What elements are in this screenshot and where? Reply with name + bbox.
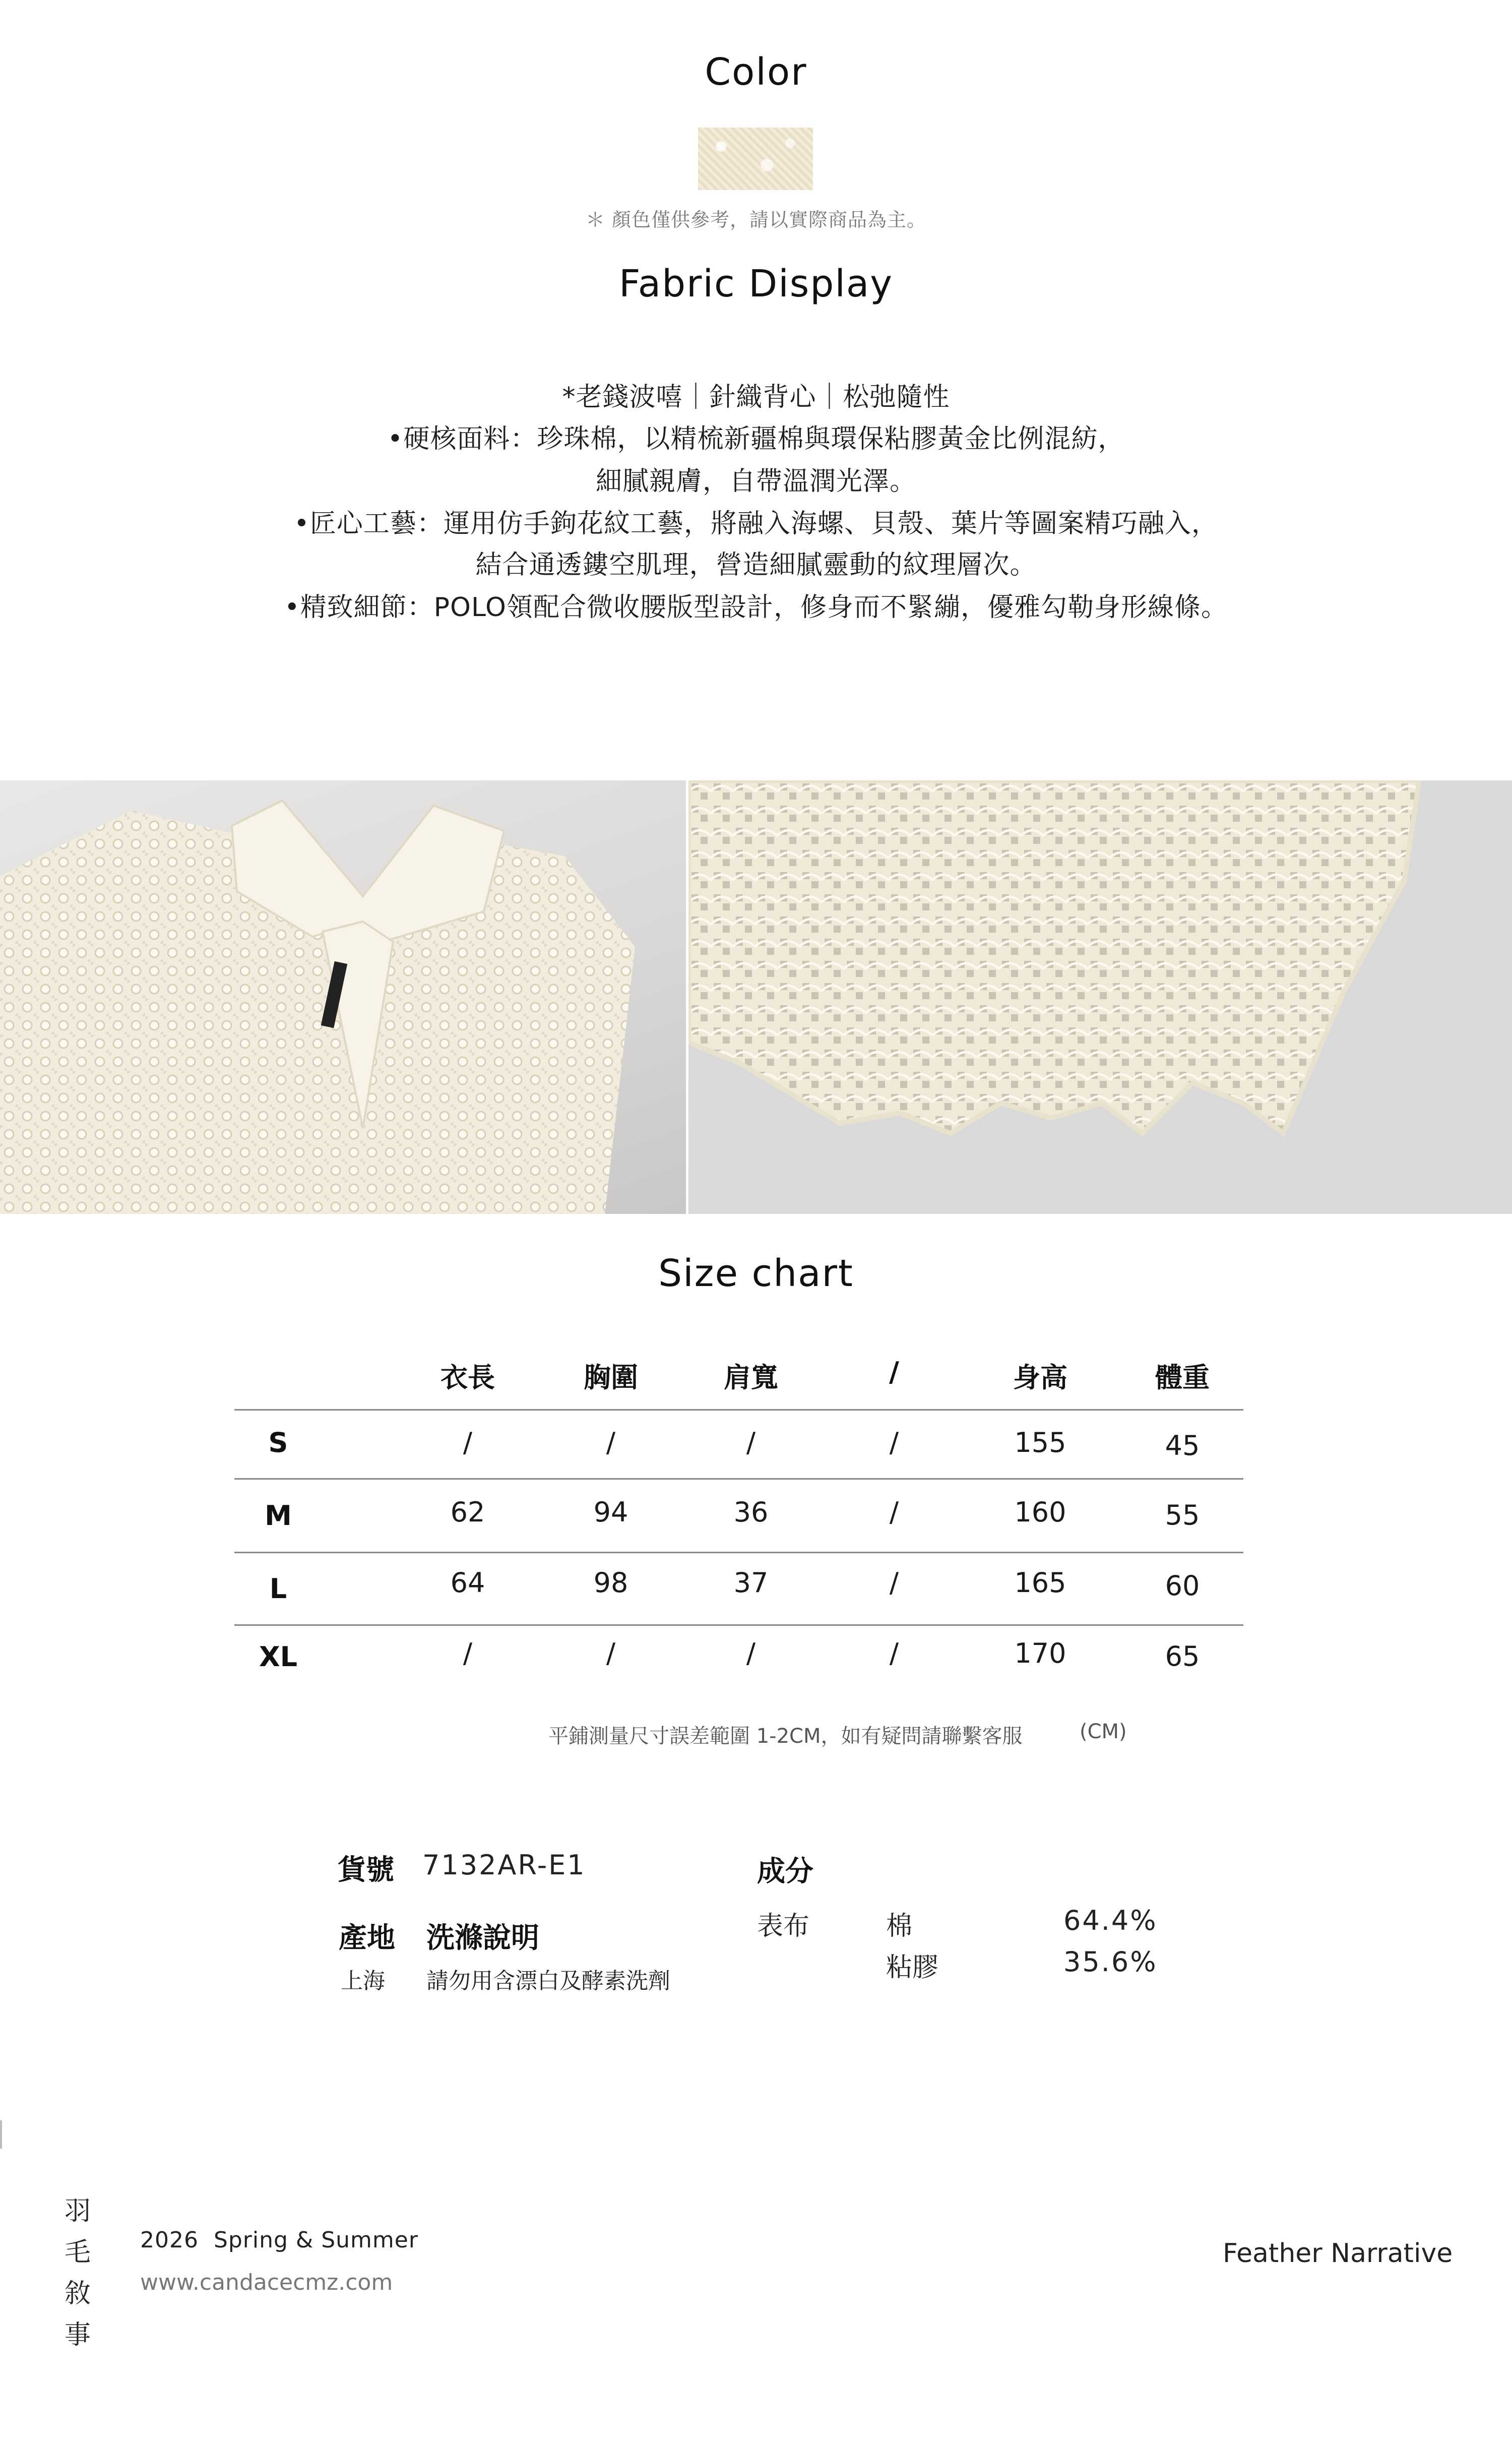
size-header: / — [889, 1356, 899, 1388]
table-cell: / — [889, 1567, 899, 1599]
table-cell: / — [746, 1427, 756, 1458]
table-cell: 170 — [1014, 1637, 1066, 1669]
wash-instructions: 請勿用含漂白及酵素洗劑 — [426, 1968, 670, 1994]
table-cell: 64 — [450, 1567, 485, 1599]
table-cell: 160 — [1014, 1496, 1066, 1528]
material-name: 棉 — [886, 1911, 913, 1941]
brand-char: 敘 — [64, 2279, 91, 2309]
table-cell: / — [463, 1637, 473, 1669]
table-cell: 165 — [1014, 1567, 1066, 1599]
fabric-desc-line: 結合通透鏤空肌理，營造細膩靈動的紋理層次。 — [475, 550, 1037, 580]
brand-char: 羽 — [64, 2196, 91, 2226]
item-no: 7132AR-E1 — [422, 1849, 586, 1881]
table-cell: / — [746, 1637, 756, 1669]
table-cell: / — [889, 1427, 899, 1458]
table-cell: 98 — [593, 1567, 628, 1599]
table-cell: 37 — [733, 1567, 769, 1599]
table-cell: 60 — [1165, 1570, 1200, 1602]
size-header: 胸圍 — [584, 1362, 638, 1393]
origin-label: 產地 — [339, 1922, 395, 1955]
unit-label: (CM) — [1080, 1720, 1127, 1743]
fabric-title: Fabric Display — [618, 262, 894, 306]
table-divider — [234, 1552, 1243, 1553]
table-divider — [234, 1624, 1243, 1626]
table-cell: / — [606, 1637, 616, 1669]
fabric-desc-line: 細膩親膚，自帶溫潤光澤。 — [595, 466, 916, 497]
brand-char: 毛 — [64, 2237, 91, 2268]
fabric-desc-line: •硬核面料：珍珠棉，以精梳新疆棉與環保粘膠黃金比例混紡， — [387, 424, 1125, 454]
origin-value: 上海 — [341, 1968, 385, 1994]
size-label: L — [269, 1573, 287, 1605]
table-cell: 55 — [1165, 1499, 1200, 1531]
wash-label: 洗滌說明 — [426, 1922, 539, 1955]
size-header: 肩寬 — [724, 1362, 778, 1393]
color-title: Color — [705, 50, 807, 94]
material-name: 粘膠 — [886, 1952, 939, 1983]
size-header: 體重 — [1155, 1362, 1210, 1393]
table-cell: / — [606, 1427, 616, 1458]
size-chart-title: Size chart — [658, 1252, 854, 1295]
table-cell: 155 — [1014, 1427, 1066, 1458]
table-cell: / — [463, 1427, 473, 1458]
table-cell: 65 — [1165, 1640, 1200, 1672]
season-label: 2026 Spring & Summer — [140, 2227, 418, 2253]
color-swatch[interactable] — [698, 128, 813, 190]
color-note: ＊ 顏色僅供參考，請以實際商品為主。 — [585, 209, 927, 231]
fabric-desc-line: •匠心工藝：運用仿手鉤花紋工藝，將融入海螺、貝殼、葉片等圖案精巧融入， — [294, 509, 1218, 539]
material-percent: 35.6% — [1063, 1946, 1158, 1978]
table-cell: / — [889, 1637, 899, 1669]
website-link[interactable]: www.candacecmz.com — [140, 2270, 393, 2295]
material-percent: 64.4% — [1063, 1905, 1158, 1936]
fabric-desc-line: *老錢波嘻｜針織背心｜松弛隨性 — [562, 382, 950, 412]
brand-char: 事 — [64, 2320, 91, 2350]
table-cell: 45 — [1165, 1430, 1200, 1461]
brand-vertical — [62, 2190, 93, 2356]
crochet-hem-illustration — [688, 780, 1512, 1214]
table-divider — [234, 1409, 1243, 1411]
table-cell: 36 — [733, 1496, 769, 1528]
size-label: S — [268, 1427, 288, 1458]
table-cell: 94 — [593, 1496, 628, 1528]
size-label: M — [265, 1500, 292, 1532]
table-cell: / — [889, 1496, 899, 1528]
table-cell: 62 — [450, 1496, 485, 1528]
table-divider — [234, 1478, 1243, 1480]
measurement-note: 平鋪測量尺寸誤差範圍 1-2CM，如有疑問請聯繫客服 — [548, 1725, 1023, 1748]
product-photo-hem[interactable] — [688, 780, 1512, 1214]
size-label: XL — [259, 1641, 298, 1673]
size-header: 身高 — [1013, 1362, 1067, 1393]
crochet-vest-illustration — [0, 780, 686, 1214]
edge-marker — [0, 2120, 2, 2149]
fabric-desc-line: •精致細節：POLO領配合微收腰版型設計，修身而不緊繃，優雅勾勒身形線條。 — [284, 592, 1228, 623]
size-header: 衣長 — [440, 1362, 495, 1393]
item-no-label: 貨號 — [338, 1854, 394, 1886]
fabric-label: 表布 — [757, 1911, 810, 1941]
brand-tagline: Feather Narrative — [1223, 2238, 1453, 2269]
product-photo-collar[interactable] — [0, 780, 686, 1214]
composition-label: 成分 — [757, 1855, 813, 1888]
